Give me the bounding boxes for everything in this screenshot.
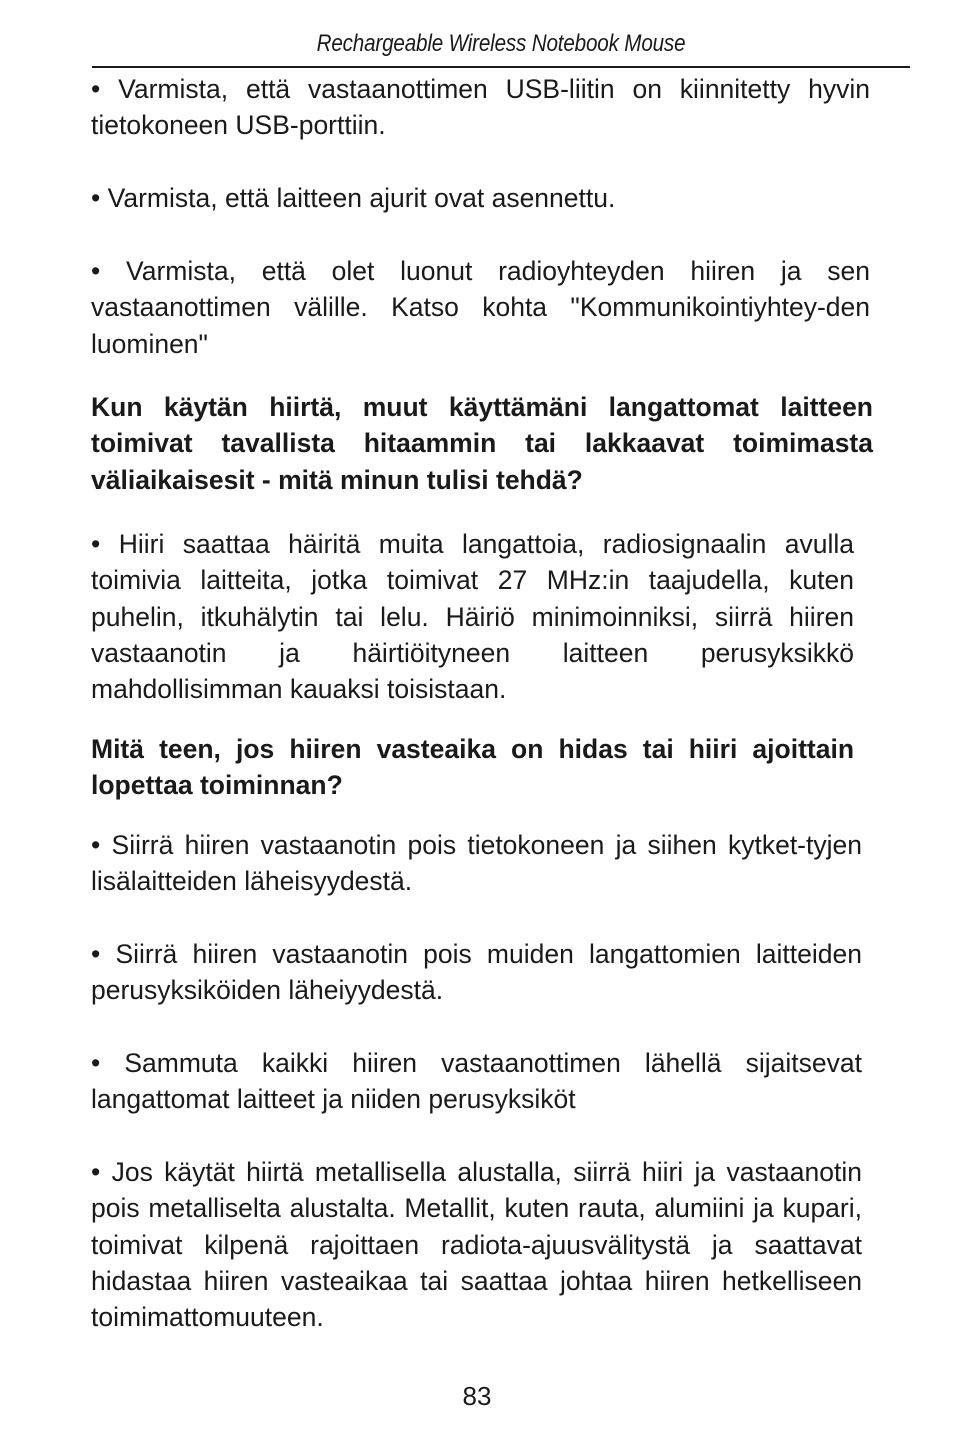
bullet-radio-link: • Varmista, että olet luonut radioyhteyden hiiren ja sen vastaanottimen välille. Katso kohta "Kommunikointiyhtey-den luominen" (91, 256, 870, 359)
bullet-interference-27mhz: • Hiiri saattaa häiritä muita langattoia, radiosignaalin avulla toimivia laitteita, jotka toimivat 27 MHz:in taajudella, kuten puhelin, itkuhälytin tai lelu. Häiriö minimoinniksi, siirrä hiiren vastaanotin ja häirtiöityneen laitteen perusyksikkö mahdollisimman kauaksi toisistaan. (91, 529, 854, 705)
page-number: 83 (462, 1381, 492, 1411)
bullet-move-from-computer: • Siirrä hiiren vastaanotin pois tietokoneen ja siihen kytket-tyjen lisälaitteiden läheisyydestä. (91, 830, 862, 897)
bullet-usb-connection: • Varmista, että vastaanottimen USB-liitin on kiinnitetty hyvin tietokoneen USB-porttiin. (91, 74, 870, 141)
faq-heading-interference: Kun käytän hiirtä, muut käyttämäni langattomat laitteen toimivat tavallista hitaammin tai lakkaavat toimimasta väliaikaisesit - mitä minun tulisi tehdä? (91, 392, 873, 495)
bullet-metal-surface: • Jos käytät hiirtä metallisella alustalla, siirrä hiiri ja vastaanotin pois metalliselta alustalta. Metallit, kuten rauta, alumiini ja kupari, toimivat kilpenä rajoittaen radiota-ajuusvälitystä ja saattavat hidastaa hiiren vasteaikaa tai saattaa johtaa hiiren hetkelliseen toimimattomuuteen. (91, 1157, 862, 1333)
running-header (92, 26, 910, 68)
bullet-drivers-installed: • Varmista, että laitteen ajurit ovat asennettu. (91, 183, 616, 213)
bullet-move-from-base-units: • Siirrä hiiren vastaanotin pois muiden langattomien laitteiden perusyksiköiden läheiyydestä. (91, 939, 862, 1006)
running-header-title: Rechargeable Wireless Notebook Mouse (316, 30, 686, 57)
faq-heading-slow-response: Mitä teen, jos hiiren vasteaika on hidas tai hiiri ajoittain lopettaa toiminnan? (91, 734, 854, 801)
bullet-switch-off-devices: • Sammuta kaikki hiiren vastaanottimen lähellä sijaitsevat langattomat laitteet ja niiden perusyksiköt (91, 1048, 862, 1115)
